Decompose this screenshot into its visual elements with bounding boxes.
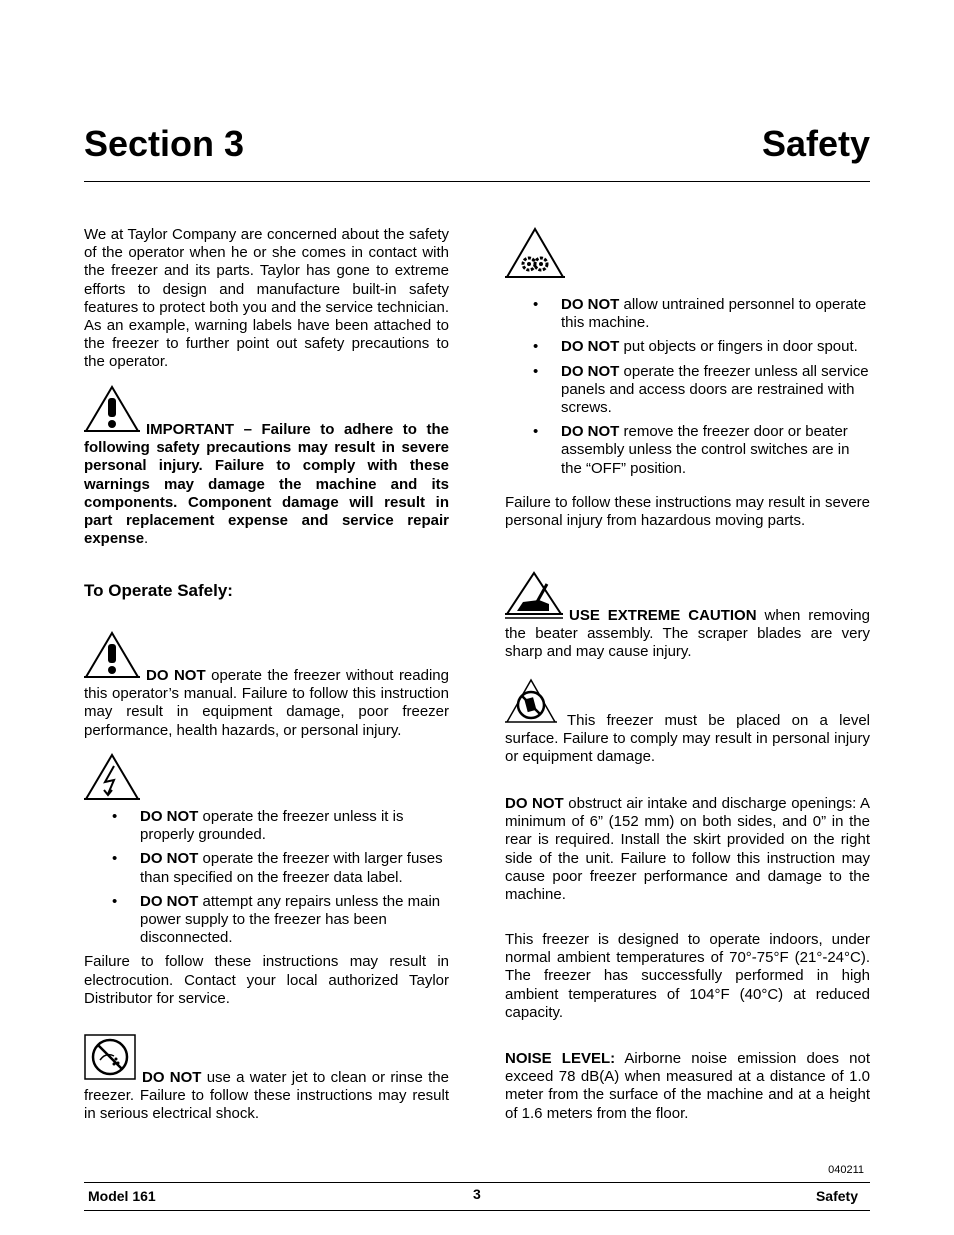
level-surface-icon [505,677,557,730]
water-jet-warning [84,1034,449,1124]
section-title: Safety [761,123,870,164]
noise-text: Airborne noise emission does not exceed 78 dB(A) when measured at a distance of 1.0 meter from the surface of the machine and at a height of 1.6 meters from the floor. [505,1050,870,1122]
bullet-do-not: DO NOT [140,808,199,825]
operate-safely-heading-block [84,582,449,600]
air-opening-notice [505,795,870,904]
footer-section: Safety [815,1188,858,1204]
bullet-do-not: DO NOT [561,423,620,441]
moving-after-text: Failure to follow these instructions may result in severe personal injury from hazardous moving parts. [505,493,870,530]
important-period: . [144,530,149,548]
caution-bold: USE EXTREME CAUTION [569,607,757,624]
bullet-do-not: DO NOT [140,850,199,868]
moving-parts-gears-icon [505,226,870,280]
intro-paragraph [84,226,449,372]
temperature-notice [505,931,870,1022]
manual-do-not: DO NOT [146,667,206,684]
bullet-text: attempt any repairs unless the main power supply to the freezer has been disconnected. [140,892,441,947]
footer-divider-top [84,1182,870,1183]
no-water-jet-icon [84,1034,136,1087]
bullet-do-not: DO NOT [561,362,620,380]
list-item [505,363,870,418]
electrical-after-text: Failure to follow these instructions may result in electrocution. Contact your local authorized Taylor Distributor for service. [84,953,449,1007]
bullet-text: remove the freezer door or beater assembly unless the control switches are in the “OFF” position. [561,423,850,477]
bullet-do-not: DO NOT [561,338,620,356]
page-number: 3 [473,1186,481,1202]
operate-safely-heading: To Operate Safely: [84,581,233,600]
caution-warning [505,570,870,662]
electrical-hazard-icon [84,752,449,802]
list-item [505,423,870,478]
bullet-text: allow untrained personnel to operate this machine. [561,296,867,332]
water-text: use a water jet to clean or rinse the freezer. Failure to follow these instructions may result in serious electrical shock. [84,1069,449,1123]
list-item [84,808,449,844]
warning-exclamation-icon [84,384,140,439]
list-item [505,296,870,332]
intro-text: We at Taylor Company are concerned about the safety of the operator when he or she comes in contact with the freezer and its parts. Taylor has gone to extreme efforts to design and manufacture built-in safety features to protect both you and the service technician. As an example, warning labels have been attached to the freezer to further point out safety precautions to the operator. [84,226,449,371]
list-item [84,893,449,948]
list-item [84,850,449,886]
moving-bullet-list [505,296,870,478]
bullet-text: operate the freezer with larger fuses than specified on the freezer data label. [140,850,443,886]
manual-warning [84,630,449,740]
temperature-text: This freezer is designed to operate indoors, under normal ambient temperatures of 70°-75°F (21°-24°C). The freezer has successfully performed in high ambient temperatures of 104°F (40°C) at reduced capacity. [505,931,870,1021]
air-text: obstruct air intake and discharge openings: A minimum of 6” (152 mm) on both sides, and 0” in the rear is required. Install the skirt provided on the right side of the unit. Failure to follow this instruction may cause poor freezer performance and damage to the machine. [505,795,870,904]
electrical-warning [84,752,449,1008]
section-number: Section 3 [84,123,245,164]
noise-level-notice [505,1050,870,1123]
level-text: This freezer must be placed on a level surface. Failure to comply may result in personal injury or equipment damage. [505,712,870,766]
air-do-not: DO NOT [505,795,564,812]
moving-parts-warning [505,226,870,530]
title-divider [84,181,870,182]
important-notice [84,384,449,548]
water-do-not: DO NOT [142,1069,202,1086]
level-surface-warning [505,677,870,767]
footer-divider-bottom [84,1210,870,1211]
footer-model: Model 161 [88,1188,156,1204]
bullet-do-not: DO NOT [140,892,199,910]
bullet-text: operate the freezer unless it is properly grounded. [140,808,404,844]
caution-text: when removing the beater assembly. The scraper blades are very sharp and may cause injury. [505,607,870,661]
bullet-do-not: DO NOT [561,296,620,313]
manual-text: operate the freezer without reading this operator’s manual. Failure to follow this instruction may result in equipment damage, poor freezer performance, health hazards, or personal injury. [84,667,449,739]
document-code: 040211 [828,1164,864,1176]
noise-label: NOISE LEVEL: [505,1050,616,1067]
sharp-blade-hand-icon [505,570,563,625]
electrical-bullet-list [84,808,449,947]
bullet-text: put objects or fingers in door spout. [619,338,858,356]
list-item [505,338,870,356]
warning-exclamation-icon [84,630,140,685]
bullet-text: operate the freezer unless all service panels and access doors are restrained with screws. [561,362,869,417]
important-text: IMPORTANT – Failure to adhere to the following safety precautions may result in severe personal injury. Failure to comply with these warnings may damage the machine and its components. Component damage will result in part replacement expense and service repair expense [84,421,449,548]
